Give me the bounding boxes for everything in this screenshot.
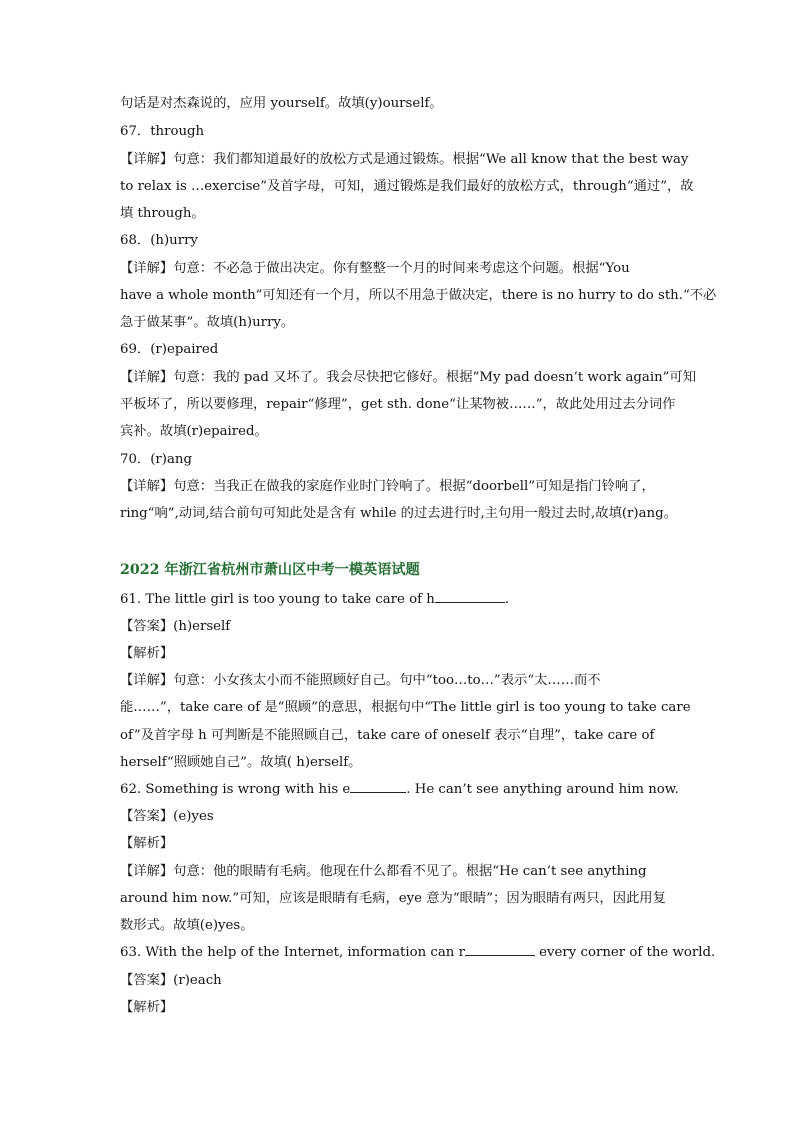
question-answer-70: 70．(r)ang (120, 452, 192, 467)
explanation-line: 宾补。故填(r)epaired。 (120, 424, 268, 439)
question-text-end: . He can’t see anything around him now. (406, 782, 679, 797)
analysis-label: 【解析】 (120, 1000, 174, 1015)
explanation-line: 填 through。 (120, 206, 205, 221)
answer-blank (435, 601, 505, 603)
explanation-line: 【详解】句意：小女孩太小而不能照顾好自己。句中“too…to…”表示“太……而不 (120, 673, 601, 688)
explanation-line: around him now.”可知，应该是眼睛有毛病，eye 意为“眼睛”；因为眼睛有两只，因此用复 (120, 891, 666, 906)
question-answer-68: 68．(h)urry (120, 233, 198, 248)
explanation-line: ring“响”,动词,结合前句可知此处是含有 while 的过去进行时,主句用一般过去时,故填(r)ang。 (120, 506, 677, 521)
explanation-line: 【详解】句意：当我正在做我的家庭作业时门铃响了。根据“doorbell”可知是指门铃响了， (120, 479, 655, 494)
question-text: 62. Something is wrong with his e (120, 782, 351, 797)
question-text-end: . (504, 592, 510, 607)
question-text: 61. The little girl is too young to take care of h (120, 592, 435, 607)
question-61 (120, 590, 509, 610)
text-line: 句话是对杰森说的，应用 yourself。故填(y)ourself。 (120, 96, 443, 111)
question-answer-69: 69．(r)epaired (120, 342, 219, 357)
explanation-line: 【详解】句意：不必急于做出决定。你有整整一个月的时间来考虑这个问题。根据“You (120, 261, 630, 276)
explanation-line: 【详解】句意：我的 pad 又坏了。我会尽快把它修好。根据“My pad doesn’t work again”可知 (120, 370, 697, 385)
explanation-line: to relax is …exercise”及首字母，可知，通过锻炼是我们最好的放松方式，through“通过”，故 (120, 179, 694, 194)
explanation-line: 平板坏了，所以要修理，repair“修理”，get sth. done“让某物被……”，故此处用过去分词作 (120, 397, 676, 412)
explanation-line: 【详解】句意：他的眼睛有毛病。他现在什么都看不见了。根据“He can’t see anything (120, 864, 647, 879)
answer-blank (465, 954, 535, 956)
section-title: 2022 年浙江省杭州市萧山区中考一模英语试题 (120, 562, 420, 578)
question-answer-67: 67．through (120, 124, 205, 139)
explanation-line: 数形式。故填(e)yes。 (120, 918, 254, 933)
answer-label: 【答案】(r)each (120, 973, 222, 988)
analysis-label: 【解析】 (120, 836, 174, 851)
answer-label: 【答案】(e)yes (120, 809, 214, 824)
explanation-line: 【详解】句意：我们都知道最好的放松方式是通过锻炼。根据“We all know that the best way (120, 152, 689, 167)
question-62 (120, 780, 679, 800)
answer-blank (350, 791, 406, 793)
explanation-line: herself“照顾她自己”。故填( h)erself。 (120, 755, 362, 770)
question-text: 63. With the help of the Internet, information can r (120, 945, 465, 960)
explanation-line: 急于做某事”。故填(h)urry。 (120, 315, 295, 330)
analysis-label: 【解析】 (120, 646, 174, 661)
explanation-line: have a whole month”可知还有一个月，所以不用急于做决定，there is no hurry to do sth.“不必 (120, 288, 717, 303)
question-63 (120, 943, 715, 963)
explanation-line: of”及首字母 h 可判断是不能照顾自己，take care of oneself 表示“自理”，take care of (120, 728, 655, 743)
explanation-line: 能……”，take care of 是“照顾”的意思，根据句中“The little girl is too young to take care (120, 700, 691, 715)
answer-label: 【答案】(h)erself (120, 619, 231, 634)
question-text-end: every corner of the world. (534, 945, 716, 960)
